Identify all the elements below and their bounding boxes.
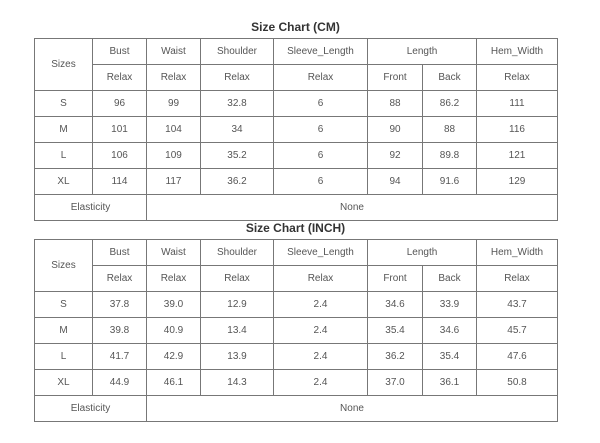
table-row [35,292,558,318]
table-row [35,318,558,344]
size-cell: L [35,344,93,370]
size-cell: M [35,117,93,143]
table-cell: 13.9 [201,344,274,370]
size-cell: L [35,143,93,169]
table-cell: 94 [368,169,423,195]
elasticity-value: None [147,396,558,422]
table-row [35,169,558,195]
table-cell: 89.8 [423,143,477,169]
header-row [35,39,558,65]
table-cell: 6 [274,143,368,169]
header-hem-width: Hem_Width [477,39,558,65]
header-shoulder: Shoulder [201,240,274,266]
elasticity-label: Elasticity [35,396,147,422]
header-length: Length [368,240,477,266]
table-row [35,143,558,169]
table-cell: 36.2 [368,344,423,370]
table-cell: 46.1 [147,370,201,396]
table-cell: 2.4 [274,344,368,370]
subheader-front: Front [368,65,423,91]
header-waist: Waist [147,39,201,65]
size-table [34,239,558,422]
table-cell: 35.4 [368,318,423,344]
table-row [35,370,558,396]
subheader-relax: Relax [477,266,558,292]
table-cell: 35.4 [423,344,477,370]
size-cell: S [35,91,93,117]
header-waist: Waist [147,240,201,266]
table-cell: 101 [93,117,147,143]
table-cell: 37.8 [93,292,147,318]
elasticity-label: Elasticity [35,195,147,221]
table-cell: 6 [274,169,368,195]
table-cell: 92 [368,143,423,169]
table-cell: 121 [477,143,558,169]
subheader-relax: Relax [147,266,201,292]
table-cell: 116 [477,117,558,143]
table-cell: 14.3 [201,370,274,396]
table-cell: 34.6 [423,318,477,344]
table-cell: 40.9 [147,318,201,344]
header-bust: Bust [93,240,147,266]
table-cell: 88 [368,91,423,117]
table-cell: 114 [93,169,147,195]
subheader-relax: Relax [201,266,274,292]
size-cell: XL [35,169,93,195]
table-cell: 33.9 [423,292,477,318]
chart-title: Size Chart (INCH) [245,221,346,235]
header-hem-width: Hem_Width [477,240,558,266]
header-sleeve-length: Sleeve_Length [274,240,368,266]
table-cell: 106 [93,143,147,169]
chart-title: Size Chart (CM) [251,20,340,34]
table-cell: 39.8 [93,318,147,344]
subheader-relax: Relax [147,65,201,91]
table-cell: 36.1 [423,370,477,396]
table-cell: 32.8 [201,91,274,117]
subheader-row [35,65,558,91]
table-cell: 37.0 [368,370,423,396]
table-cell: 91.6 [423,169,477,195]
table-cell: 42.9 [147,344,201,370]
table-cell: 35.2 [201,143,274,169]
elasticity-row [35,396,558,422]
table-cell: 34 [201,117,274,143]
table-cell: 109 [147,143,201,169]
table-cell: 2.4 [274,318,368,344]
table-cell: 2.4 [274,370,368,396]
table-cell: 45.7 [477,318,558,344]
size-cell: S [35,292,93,318]
subheader-back: Back [423,266,477,292]
table-cell: 43.7 [477,292,558,318]
header-bust: Bust [93,39,147,65]
subheader-front: Front [368,266,423,292]
header-sizes: Sizes [35,240,93,292]
table-cell: 6 [274,117,368,143]
table-cell: 88 [423,117,477,143]
table-cell: 34.6 [368,292,423,318]
subheader-relax: Relax [201,65,274,91]
subheader-relax: Relax [274,266,368,292]
size-table [34,38,558,221]
table-cell: 13.4 [201,318,274,344]
header-sizes: Sizes [35,39,93,91]
size-cell: M [35,318,93,344]
table-cell: 41.7 [93,344,147,370]
table-cell: 12.9 [201,292,274,318]
table-cell: 36.2 [201,169,274,195]
table-cell: 2.4 [274,292,368,318]
header-length: Length [368,39,477,65]
header-row [35,240,558,266]
subheader-relax: Relax [93,266,147,292]
table-row [35,91,558,117]
table-row [35,117,558,143]
table-cell: 44.9 [93,370,147,396]
table-cell: 39.0 [147,292,201,318]
table-cell: 90 [368,117,423,143]
table-row [35,344,558,370]
subheader-back: Back [423,65,477,91]
elasticity-value: None [147,195,558,221]
subheader-relax: Relax [274,65,368,91]
header-sleeve-length: Sleeve_Length [274,39,368,65]
size-chart-inch [34,217,557,422]
size-chart-cm [34,16,557,221]
subheader-relax: Relax [93,65,147,91]
table-cell: 99 [147,91,201,117]
table-cell: 50.8 [477,370,558,396]
table-cell: 104 [147,117,201,143]
table-cell: 111 [477,91,558,117]
subheader-relax: Relax [477,65,558,91]
table-cell: 86.2 [423,91,477,117]
table-cell: 47.6 [477,344,558,370]
size-cell: XL [35,370,93,396]
subheader-row [35,266,558,292]
table-cell: 129 [477,169,558,195]
header-shoulder: Shoulder [201,39,274,65]
table-cell: 6 [274,91,368,117]
table-cell: 96 [93,91,147,117]
table-cell: 117 [147,169,201,195]
